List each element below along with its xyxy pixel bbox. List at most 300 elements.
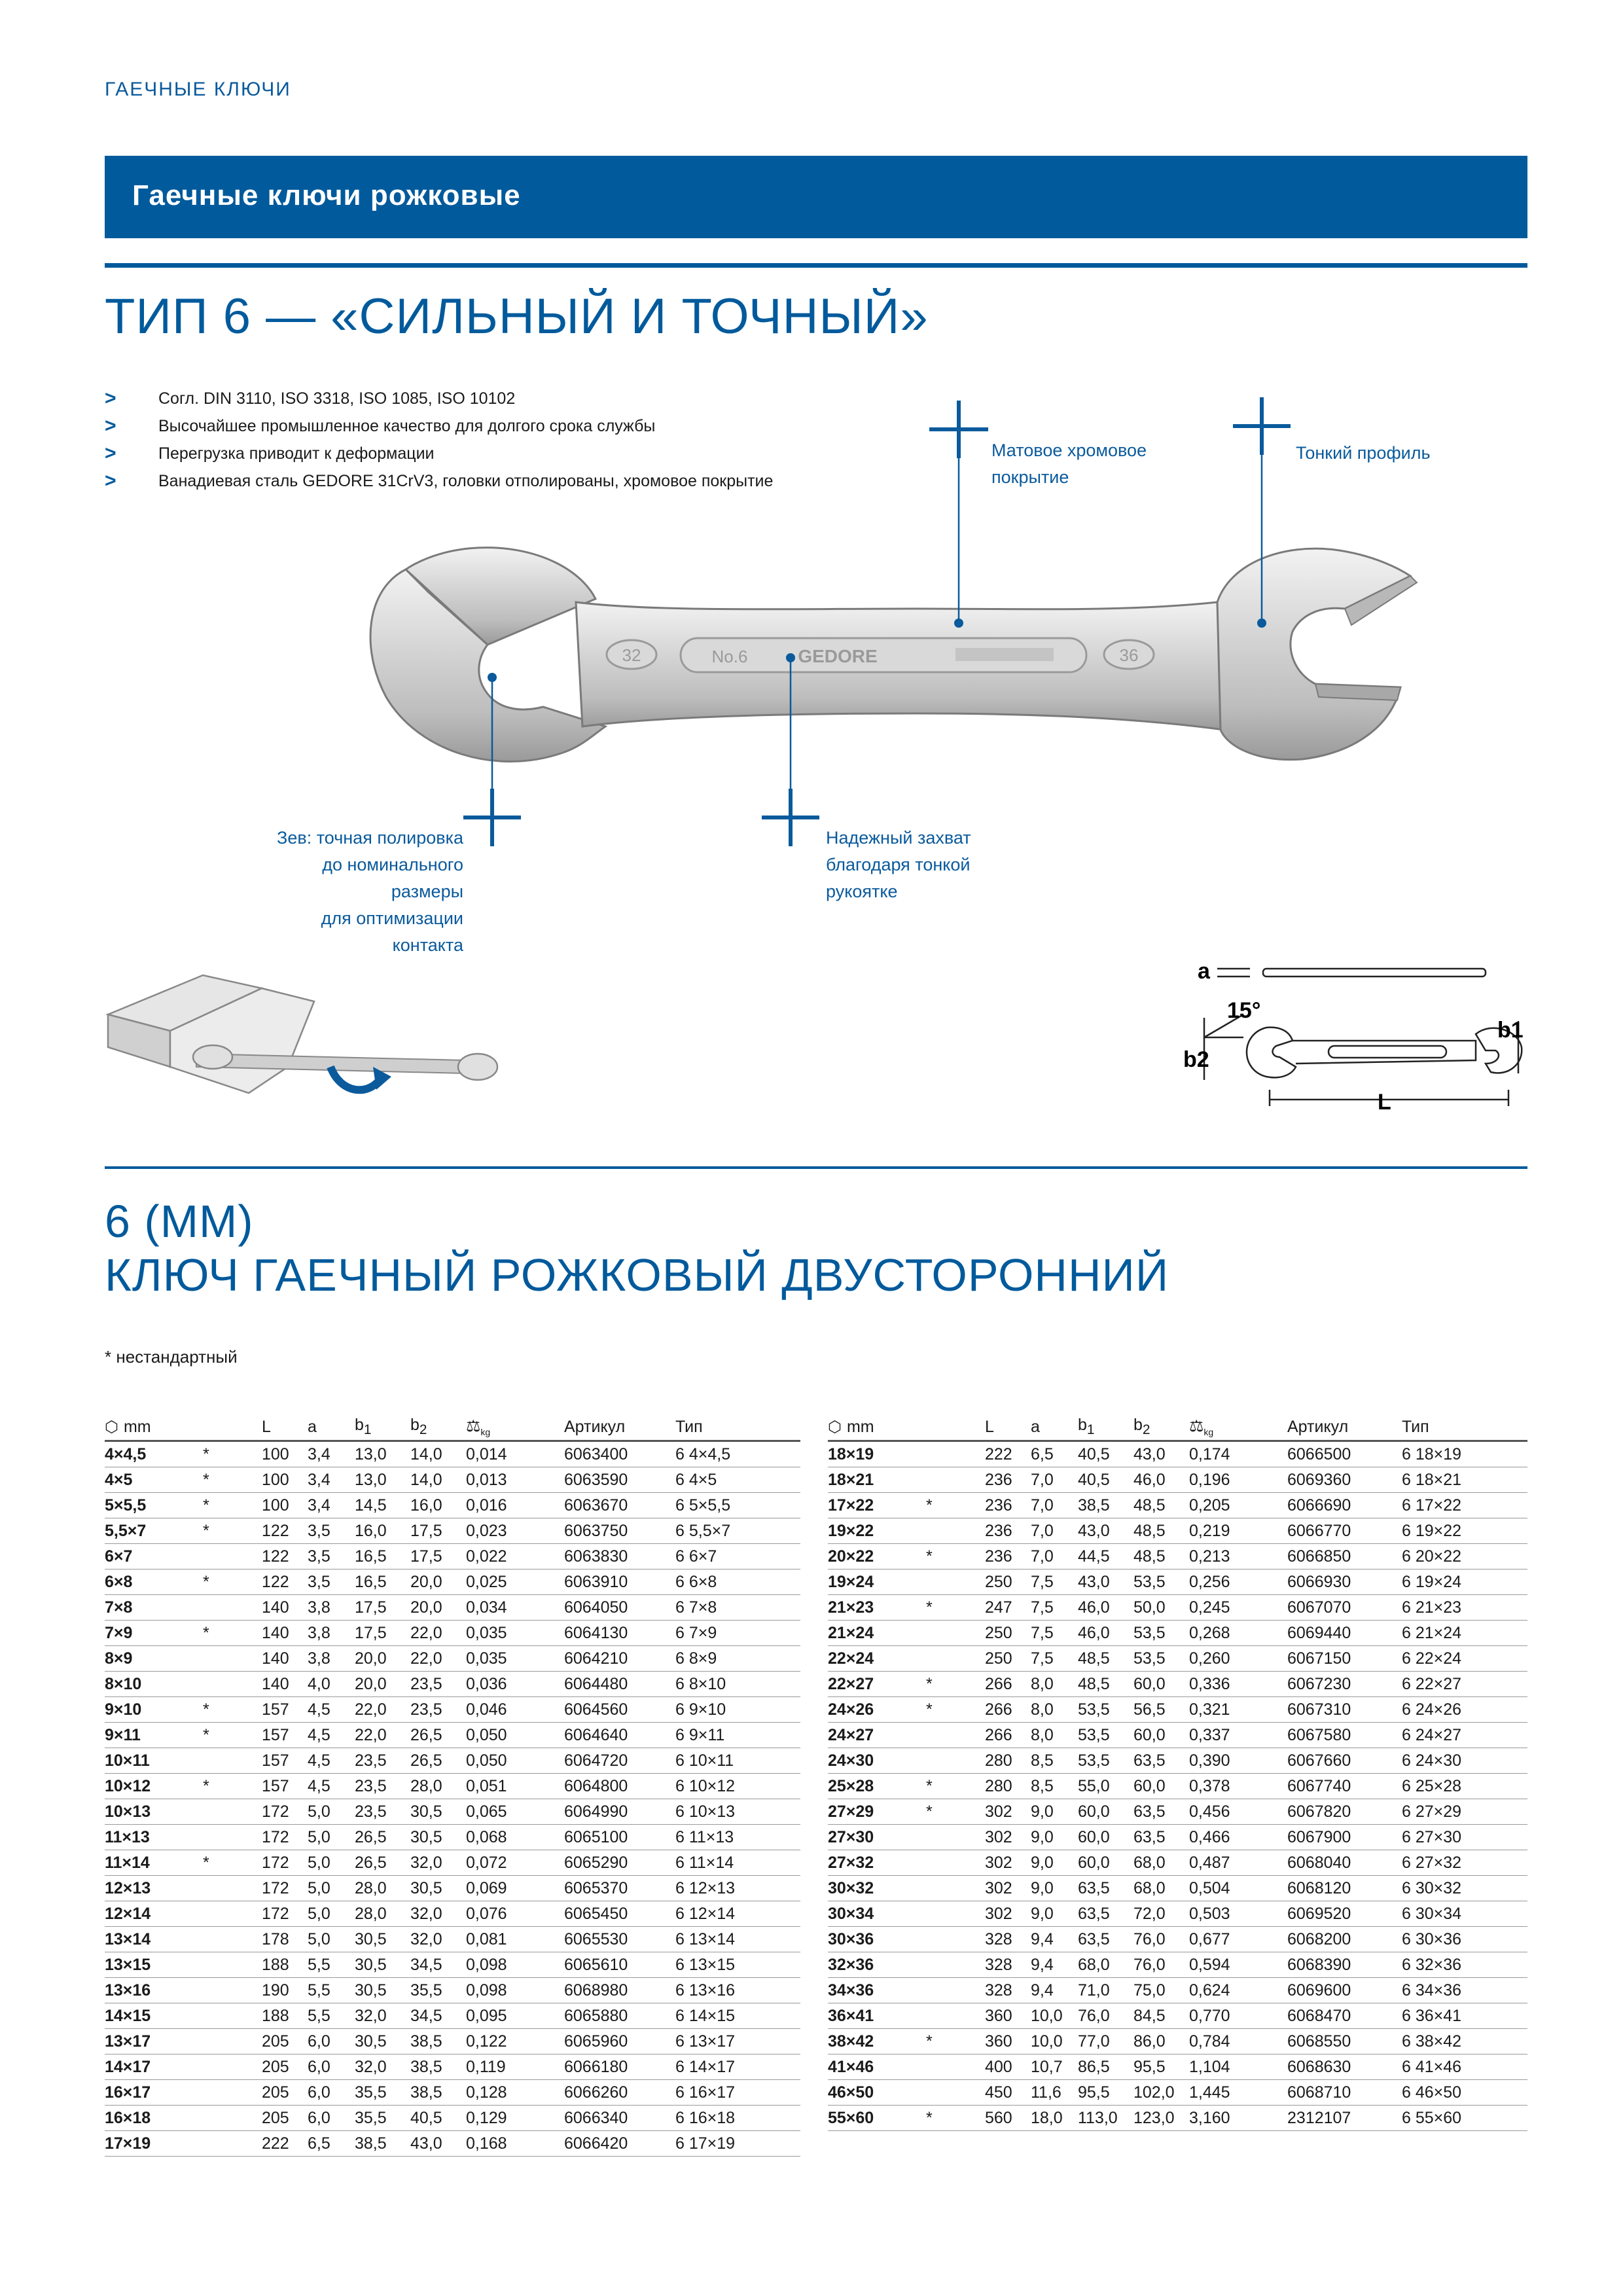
b1-cell: 28,0 — [355, 1901, 410, 1927]
callout-grip: Надежный захват благодаря тонкой рукоятке — [826, 828, 971, 901]
type-cell: 6 11×14 — [675, 1850, 800, 1876]
type-cell: 6 13×17 — [675, 2029, 800, 2054]
size-cell: 6×7 — [105, 1544, 203, 1570]
article-cell: 6067230 — [1287, 1672, 1402, 1697]
size-cell: 13×14 — [105, 1927, 203, 1952]
weight-cell: 0,081 — [466, 1927, 564, 1952]
thickness-cell: 8,0 — [1031, 1697, 1078, 1723]
weight-cell: 0,051 — [466, 1774, 564, 1799]
length-header: L — [262, 1414, 308, 1441]
b2-cell: 86,0 — [1133, 2029, 1189, 2054]
weight-cell: 0,068 — [466, 1825, 564, 1850]
type-cell: 6 34×36 — [1402, 1978, 1527, 2003]
length-cell: 400 — [985, 2054, 1031, 2080]
b2-cell: 34,5 — [410, 1952, 466, 1978]
type-cell: 6 9×10 — [675, 1697, 800, 1723]
b1-cell: 113,0 — [1078, 2106, 1133, 2131]
weight-cell: 0,014 — [466, 1441, 564, 1467]
table-row — [828, 1621, 1527, 1646]
length-cell: 205 — [262, 2029, 308, 2054]
nonstandard-mark-cell: * — [926, 2106, 985, 2131]
weight-header: $⚖_{kg}$ — [466, 1414, 564, 1441]
article-cell: 6066260 — [564, 2080, 675, 2106]
b2-cell: 22,0 — [410, 1646, 466, 1672]
table-row — [105, 1927, 800, 1952]
article-cell: 6066420 — [564, 2131, 675, 2157]
length-cell: 140 — [262, 1595, 308, 1621]
b1-cell: 16,5 — [355, 1570, 410, 1595]
size-cell: 38×42 — [828, 2029, 926, 2054]
nonstandard-mark-cell — [203, 1825, 262, 1850]
b1-cell: 48,5 — [1078, 1672, 1133, 1697]
thickness-cell: 3,5 — [308, 1570, 355, 1595]
article-cell: 6064800 — [564, 1774, 675, 1799]
table-row — [105, 1672, 800, 1697]
article-cell: 6063590 — [564, 1467, 675, 1493]
b1-cell: 30,5 — [355, 1952, 410, 1978]
weight-cell: 0,129 — [466, 2106, 564, 2131]
weight-cell: 0,390 — [1189, 1748, 1287, 1774]
article-cell: 6067660 — [1287, 1748, 1402, 1774]
length-cell: 236 — [985, 1467, 1031, 1493]
article-cell: 6067310 — [1287, 1697, 1402, 1723]
b1-cell: 13,0 — [355, 1467, 410, 1493]
type-cell: 6 5×5,5 — [675, 1493, 800, 1518]
b2-cell: 76,0 — [1133, 1927, 1189, 1952]
b1-cell: 26,5 — [355, 1850, 410, 1876]
table-row — [828, 2106, 1527, 2131]
b2-cell: 40,5 — [410, 2106, 466, 2131]
nonstandard-mark-cell — [926, 1570, 985, 1595]
nonstandard-mark-cell: * — [926, 1493, 985, 1518]
table-row — [828, 1518, 1527, 1544]
type-cell: 6 6×8 — [675, 1570, 800, 1595]
table-row — [105, 2029, 800, 2054]
b1-cell: 63,5 — [1078, 1901, 1133, 1927]
weight-cell: 0,219 — [1189, 1518, 1287, 1544]
feature-item: > Высочайшее промышленное качество для долгого срока службы — [105, 412, 773, 440]
table-row — [828, 2080, 1527, 2106]
hex-nut-icon: ⬡ — [828, 1418, 842, 1436]
b1-cell: 26,5 — [355, 1825, 410, 1850]
article-cell: 6068120 — [1287, 1876, 1402, 1901]
nonstandard-mark-cell — [203, 1952, 262, 1978]
size-cell: 25×28 — [828, 1774, 926, 1799]
article-header: Артикул — [1287, 1414, 1402, 1441]
table-row — [105, 1595, 800, 1621]
type-cell: 6 24×27 — [1402, 1723, 1527, 1748]
type-header: Тип — [675, 1414, 800, 1441]
article-cell: 6064050 — [564, 1595, 675, 1621]
nonstandard-mark-cell — [926, 1441, 985, 1467]
type-cell: 6 30×32 — [1402, 1876, 1527, 1901]
length-cell: 222 — [262, 2131, 308, 2157]
length-cell: 302 — [985, 1799, 1031, 1825]
thickness-cell: 7,0 — [1031, 1493, 1078, 1518]
article-cell: 6068980 — [564, 1978, 675, 2003]
table-row — [105, 1774, 800, 1799]
b2-cell: 38,5 — [410, 2029, 466, 2054]
b2-cell: 28,0 — [410, 1774, 466, 1799]
size-cell: 27×30 — [828, 1825, 926, 1850]
size-cell: 36×41 — [828, 2003, 926, 2029]
size-cell: 17×22 — [828, 1493, 926, 1518]
b2-cell: 46,0 — [1133, 1467, 1189, 1493]
b2-cell: 53,5 — [1133, 1570, 1189, 1595]
size-cell: 4×4,5 — [105, 1441, 203, 1467]
thickness-cell: 8,5 — [1031, 1748, 1078, 1774]
b2-cell: 63,5 — [1133, 1748, 1189, 1774]
length-cell: 360 — [985, 2003, 1031, 2029]
callout-jaw: Зев: точная полировка до номинального размеры для оптимизации контакта — [277, 828, 463, 955]
nonstandard-mark-cell: * — [926, 1697, 985, 1723]
b1-cell: 40,5 — [1078, 1467, 1133, 1493]
b1-cell: 30,5 — [355, 1927, 410, 1952]
weight-cell: 0,095 — [466, 2003, 564, 2029]
b1-cell: 53,5 — [1078, 1697, 1133, 1723]
size-cell: 24×30 — [828, 1748, 926, 1774]
size-cell: 7×9 — [105, 1621, 203, 1646]
weight-cell: 0,035 — [466, 1621, 564, 1646]
b1-cell: 60,0 — [1078, 1799, 1133, 1825]
type-cell: 6 46×50 — [1402, 2080, 1527, 2106]
type-cell: 6 10×11 — [675, 1748, 800, 1774]
weight-cell: 0,050 — [466, 1748, 564, 1774]
article-cell: 6065960 — [564, 2029, 675, 2054]
wrench-size-left: 32 — [622, 645, 641, 665]
weight-cell: 0,268 — [1189, 1621, 1287, 1646]
b2-cell: 23,5 — [410, 1672, 466, 1697]
b2-header: $b_2$ — [1133, 1414, 1189, 1441]
nonstandard-mark-cell: * — [203, 1570, 262, 1595]
weight-cell: 0,025 — [466, 1570, 564, 1595]
article-cell: 6066340 — [564, 2106, 675, 2131]
article-header: Артикул — [564, 1414, 675, 1441]
size-cell: 13×15 — [105, 1952, 203, 1978]
type-cell: 6 21×24 — [1402, 1621, 1527, 1646]
nonstandard-mark-cell: * — [926, 1672, 985, 1697]
thickness-cell: 3,8 — [308, 1621, 355, 1646]
length-cell: 157 — [262, 1774, 308, 1799]
article-cell: 6068550 — [1287, 2029, 1402, 2054]
size-cell: 12×13 — [105, 1876, 203, 1901]
length-cell: 302 — [985, 1901, 1031, 1927]
b1-cell: 43,0 — [1078, 1570, 1133, 1595]
hex-nut-icon: ⬡ — [105, 1418, 118, 1436]
length-cell: 247 — [985, 1595, 1031, 1621]
type-cell: 6 38×42 — [1402, 2029, 1527, 2054]
table-row — [105, 1441, 800, 1467]
size-cell: 11×14 — [105, 1850, 203, 1876]
b2-cell: 60,0 — [1133, 1672, 1189, 1697]
nonstandard-mark-cell: * — [203, 1621, 262, 1646]
b1-cell: 77,0 — [1078, 2029, 1133, 2054]
table-row — [105, 2080, 800, 2106]
size-cell: 13×16 — [105, 1978, 203, 2003]
nonstandard-note: * нестандартный — [105, 1347, 238, 1367]
type-cell: 6 21×23 — [1402, 1595, 1527, 1621]
length-cell: 140 — [262, 1672, 308, 1697]
type-cell: 6 27×29 — [1402, 1799, 1527, 1825]
nonstandard-mark-cell — [926, 1621, 985, 1646]
size-cell: 27×29 — [828, 1799, 926, 1825]
size-header: ⬡ mm — [105, 1414, 203, 1441]
weight-cell: 0,487 — [1189, 1850, 1287, 1876]
thickness-cell: 5,0 — [308, 1825, 355, 1850]
article-cell: 6066930 — [1287, 1570, 1402, 1595]
length-cell: 266 — [985, 1697, 1031, 1723]
size-cell: 46×50 — [828, 2080, 926, 2106]
b1-cell: 35,5 — [355, 2080, 410, 2106]
article-cell: 6069360 — [1287, 1467, 1402, 1493]
weight-cell: 0,456 — [1189, 1799, 1287, 1825]
article-cell: 6067150 — [1287, 1646, 1402, 1672]
length-cell: 190 — [262, 1978, 308, 2003]
wrench-model-mark: No.6 — [711, 647, 748, 666]
section-tag: ГАЕЧНЫЕ КЛЮЧИ — [105, 79, 291, 100]
type-cell: 6 13×16 — [675, 1978, 800, 2003]
thickness-cell: 7,5 — [1031, 1570, 1078, 1595]
weight-cell: 0,378 — [1189, 1774, 1287, 1799]
thickness-cell: 4,5 — [308, 1774, 355, 1799]
table-row — [828, 1978, 1527, 2003]
type-cell: 6 20×22 — [1402, 1544, 1527, 1570]
size-cell: 22×27 — [828, 1672, 926, 1697]
table-row — [105, 1723, 800, 1748]
nonstandard-mark-cell — [926, 1978, 985, 2003]
b2-cell: 30,5 — [410, 1799, 466, 1825]
weight-cell: 0,034 — [466, 1595, 564, 1621]
type-cell: 6 17×19 — [675, 2131, 800, 2157]
weight-cell: 0,336 — [1189, 1672, 1287, 1697]
type-title: ТИП 6 — «СИЛЬНЫЙ И ТОЧНЫЙ» — [105, 289, 929, 344]
nonstandard-mark-cell — [203, 1646, 262, 1672]
type-cell: 6 18×21 — [1402, 1467, 1527, 1493]
weight-cell: 0,016 — [466, 1493, 564, 1518]
table-row — [105, 2054, 800, 2080]
thickness-cell: 9,4 — [1031, 1927, 1078, 1952]
table-row — [828, 1570, 1527, 1595]
weight-cell: 0,504 — [1189, 1876, 1287, 1901]
length-cell: 302 — [985, 1825, 1031, 1850]
weight-cell: 1,104 — [1189, 2054, 1287, 2080]
length-cell: 178 — [262, 1927, 308, 1952]
article-cell: 6069440 — [1287, 1621, 1402, 1646]
b2-cell: 17,5 — [410, 1544, 466, 1570]
b1-cell: 35,5 — [355, 2106, 410, 2131]
table-row — [105, 1952, 800, 1978]
nonstandard-mark-cell — [203, 2003, 262, 2029]
length-cell: 172 — [262, 1901, 308, 1927]
b2-cell: 53,5 — [1133, 1646, 1189, 1672]
b1-cell: 38,5 — [355, 2131, 410, 2157]
b1-cell: 30,5 — [355, 2029, 410, 2054]
b1-cell: 30,5 — [355, 1978, 410, 2003]
b1-cell: 46,0 — [1078, 1595, 1133, 1621]
size-cell: 8×9 — [105, 1646, 203, 1672]
weight-cell: 0,128 — [466, 2080, 564, 2106]
thickness-cell: 7,5 — [1031, 1646, 1078, 1672]
banner-title: Гаечные ключи рожковые — [132, 179, 521, 211]
thickness-cell: 5,5 — [308, 1952, 355, 1978]
thickness-cell: 6,0 — [308, 2106, 355, 2131]
article-cell: 6068630 — [1287, 2054, 1402, 2080]
length-cell: 266 — [985, 1723, 1031, 1748]
article-cell: 6066770 — [1287, 1518, 1402, 1544]
size-cell: 10×12 — [105, 1774, 203, 1799]
b2-header: $b_2$ — [410, 1414, 466, 1441]
weight-cell: 0,168 — [466, 2131, 564, 2157]
thickness-cell: 4,0 — [308, 1672, 355, 1697]
chevron-right-icon: > — [105, 442, 116, 464]
nonstandard-mark-cell — [203, 1595, 262, 1621]
b1-cell: 17,5 — [355, 1621, 410, 1646]
type-cell: 6 27×30 — [1402, 1825, 1527, 1850]
size-cell: 27×32 — [828, 1850, 926, 1876]
table-row — [828, 1441, 1527, 1467]
weight-cell: 0,046 — [466, 1697, 564, 1723]
b1-cell: 16,0 — [355, 1518, 410, 1544]
article-cell: 2312107 — [1287, 2106, 1402, 2131]
type-cell: 6 30×36 — [1402, 1927, 1527, 1952]
table-row — [828, 1467, 1527, 1493]
type-cell: 6 5,5×7 — [675, 1518, 800, 1544]
type-cell: 6 13×15 — [675, 1952, 800, 1978]
weight-cell: 0,022 — [466, 1544, 564, 1570]
nonstandard-mark-cell — [203, 2054, 262, 2080]
thickness-cell: 4,5 — [308, 1748, 355, 1774]
nonstandard-mark-cell — [926, 2080, 985, 2106]
size-cell: 13×17 — [105, 2029, 203, 2054]
length-cell: 172 — [262, 1850, 308, 1876]
b1-cell: 53,5 — [1078, 1723, 1133, 1748]
thickness-cell: 6,0 — [308, 2054, 355, 2080]
nonstandard-mark-cell — [926, 2003, 985, 2029]
b2-cell: 16,0 — [410, 1493, 466, 1518]
thickness-cell: 3,8 — [308, 1595, 355, 1621]
b1-header: $b_1$ — [1078, 1414, 1133, 1441]
feature-item: > Ванадиевая сталь GEDORE 31CrV3, головки отполированы, хромовое покрытие — [105, 467, 773, 495]
weight-cell: 0,466 — [1189, 1825, 1287, 1850]
type-cell: 6 12×14 — [675, 1901, 800, 1927]
size-cell: 12×14 — [105, 1901, 203, 1927]
type-cell: 6 4×4,5 — [675, 1441, 800, 1467]
size-cell: 11×13 — [105, 1825, 203, 1850]
article-cell: 6064130 — [564, 1621, 675, 1646]
weight-cell: 0,098 — [466, 1978, 564, 2003]
weight-cell: 0,122 — [466, 2029, 564, 2054]
weight-cell: 3,160 — [1189, 2106, 1287, 2131]
article-cell: 6069600 — [1287, 1978, 1402, 2003]
callout-thin-profile: Тонкий профиль — [1296, 443, 1431, 463]
b1-cell: 32,0 — [355, 2054, 410, 2080]
b2-cell: 68,0 — [1133, 1876, 1189, 1901]
length-cell: 172 — [262, 1876, 308, 1901]
weight-cell: 0,784 — [1189, 2029, 1287, 2054]
length-header: L — [985, 1414, 1031, 1441]
thickness-cell: 4,5 — [308, 1697, 355, 1723]
type-cell: 6 7×8 — [675, 1595, 800, 1621]
length-cell: 172 — [262, 1799, 308, 1825]
size-cell: 16×17 — [105, 2080, 203, 2106]
weight-cell: 0,119 — [466, 2054, 564, 2080]
weight-cell: 0,050 — [466, 1723, 564, 1748]
chevron-right-icon: > — [105, 415, 116, 437]
length-cell: 188 — [262, 1952, 308, 1978]
length-cell: 236 — [985, 1544, 1031, 1570]
length-cell: 205 — [262, 2080, 308, 2106]
article-cell: 6068470 — [1287, 2003, 1402, 2029]
size-cell: 34×36 — [828, 1978, 926, 2003]
nonstandard-mark-cell — [203, 1799, 262, 1825]
b1-cell: 17,5 — [355, 1595, 410, 1621]
length-cell: 100 — [262, 1441, 308, 1467]
thickness-cell: 7,5 — [1031, 1595, 1078, 1621]
b2-cell: 60,0 — [1133, 1723, 1189, 1748]
type-cell: 6 13×14 — [675, 1927, 800, 1952]
nonstandard-mark-cell: * — [203, 1493, 262, 1518]
feature-item: > Согл. DIN 3110, ISO 3318, ISO 1085, ISO 10102 — [105, 385, 773, 412]
b2-cell: 14,0 — [410, 1467, 466, 1493]
thickness-cell: 9,0 — [1031, 1850, 1078, 1876]
thickness-cell: 3,5 — [308, 1518, 355, 1544]
weight-cell: 0,035 — [466, 1646, 564, 1672]
table-row — [105, 1799, 800, 1825]
b2-cell: 14,0 — [410, 1441, 466, 1467]
size-cell: 17×19 — [105, 2131, 203, 2157]
table-header-row — [828, 1414, 1527, 1441]
table-row — [828, 1672, 1527, 1697]
b1-cell: 40,5 — [1078, 1441, 1133, 1467]
type-cell: 6 10×12 — [675, 1774, 800, 1799]
table-row — [828, 2054, 1527, 2080]
article-cell: 6065100 — [564, 1825, 675, 1850]
b2-cell: 26,5 — [410, 1723, 466, 1748]
weight-cell: 0,770 — [1189, 2003, 1287, 2029]
size-cell: 19×24 — [828, 1570, 926, 1595]
dimension-b2-label: b2 — [1183, 1047, 1209, 1072]
type-cell: 6 36×41 — [1402, 2003, 1527, 2029]
size-cell: 55×60 — [828, 2106, 926, 2131]
b1-cell: 32,0 — [355, 2003, 410, 2029]
b1-cell: 68,0 — [1078, 1952, 1133, 1978]
divider-middle — [105, 1166, 1527, 1169]
nonstandard-mark-cell: * — [926, 1799, 985, 1825]
table-row — [105, 1518, 800, 1544]
nonstandard-mark-cell — [926, 1518, 985, 1544]
article-cell: 6066180 — [564, 2054, 675, 2080]
nonstandard-mark-cell — [926, 1723, 985, 1748]
thickness-cell: 6,5 — [1031, 1441, 1078, 1467]
type-cell: 6 14×17 — [675, 2054, 800, 2080]
article-cell: 6068710 — [1287, 2080, 1402, 2106]
type-cell: 6 25×28 — [1402, 1774, 1527, 1799]
size-cell: 21×23 — [828, 1595, 926, 1621]
size-cell: 30×32 — [828, 1876, 926, 1901]
nonstandard-mark-cell — [203, 2080, 262, 2106]
dimension-b1-label: b1 — [1497, 1018, 1524, 1043]
size-cell: 14×17 — [105, 2054, 203, 2080]
b1-cell: 43,0 — [1078, 1518, 1133, 1544]
weight-cell: 0,624 — [1189, 1978, 1287, 2003]
nonstandard-mark-cell: * — [203, 1441, 262, 1467]
nonstandard-mark-cell — [926, 1748, 985, 1774]
weight-cell: 0,321 — [1189, 1697, 1287, 1723]
callout-matte-chrome: Матовое хромовое покрытие — [991, 440, 1147, 487]
nonstandard-mark-cell — [203, 1544, 262, 1570]
table-row — [105, 1570, 800, 1595]
nonstandard-mark-cell — [926, 1825, 985, 1850]
